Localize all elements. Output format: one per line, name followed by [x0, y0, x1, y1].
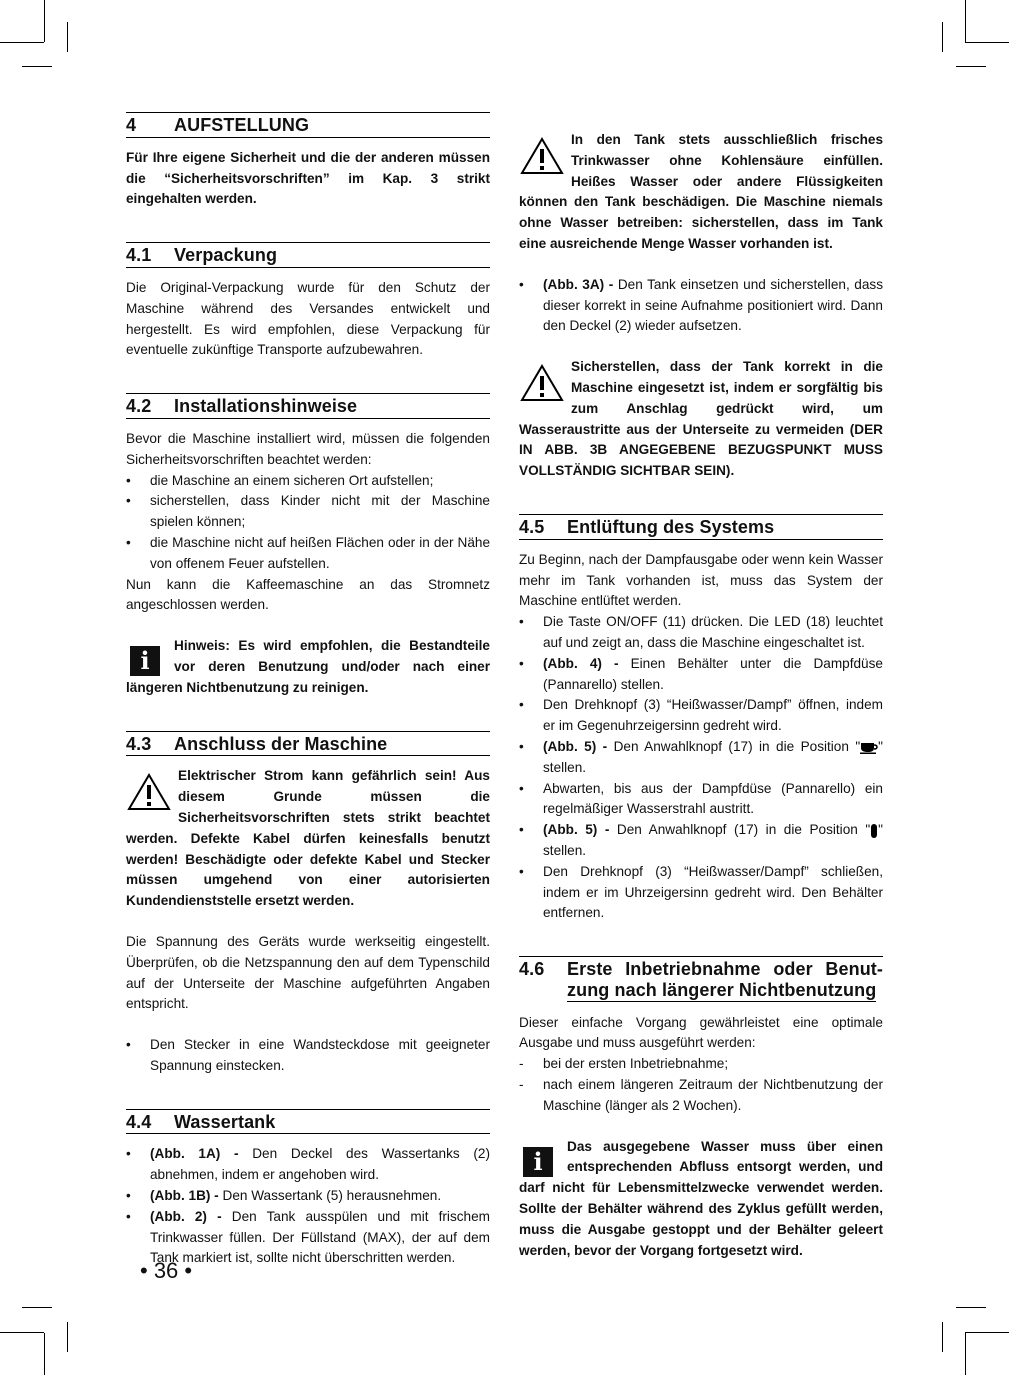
section-title: Wassertank	[174, 1111, 276, 1132]
warning-note	[126, 766, 490, 912]
list-item: • (Abb. 5) - Den Anwahlknopf (17) in die Position " " stellen.	[519, 738, 883, 775]
bullet-list	[126, 1035, 490, 1077]
section-4-3	[126, 731, 490, 1077]
warning-icon	[519, 363, 565, 403]
section-title: Verpackung	[174, 245, 278, 266]
section-heading	[519, 514, 883, 540]
right-column	[519, 130, 883, 1261]
section-heading	[519, 956, 883, 1003]
paragraph: Die Spannung des Geräts wurde werkseitig eingestellt. Überprüfen, ob die Netzspannung den auf dem Typenschild auf der Unterseite der Maschine aufgeführten Angaben entspricht.	[126, 933, 490, 1012]
bullet-list	[519, 612, 883, 924]
crop-mark	[44, 0, 45, 42]
crop-mark	[22, 66, 52, 67]
crop-mark	[965, 1333, 966, 1375]
dash-list	[519, 1054, 883, 1116]
warning-text: In den Tank stets ausschließlich frisches Trinkwasser ohne Kohlensäure einfüllen. Heißes Wasser oder andere Flüssigkeiten können den Tank beschädigen. Die Maschine niemals ohne Wasser betreiben: sicherstellen, dass im Tank eine ausreichende Menge Wasser vorhanden ist.	[519, 132, 883, 251]
paragraph: Zu Beginn, nach der Dampfausgabe oder wenn kein Wasser mehr im Tank vorhanden ist, muss das System der Maschine entlüftet werden.	[519, 551, 883, 609]
list-item: • Den Drehknopf (3) “Heißwasser/Dampf” öffnen, indem er im Gegenuhrzeigersinn gedreht wird.	[519, 697, 883, 734]
crop-mark	[67, 22, 68, 52]
warning-note	[519, 357, 883, 482]
info-note	[126, 636, 490, 698]
bullet-list	[126, 1144, 490, 1269]
list-item: • (Abb. 1A) - Den Deckel des Wassertanks (2) abnehmen, indem er angehoben wird.	[126, 1146, 491, 1183]
section-heading	[126, 1109, 490, 1135]
note-text: Das ausgegebene Wasser muss über einen entsprechenden Abfluss entsorgt werden, und darf nicht für Lebensmittelzwecke verwendet werden. Sollte der Behälter während des Zyklus gefüllt werden, muss die Ausgabe gestoppt und der Behälter geleert werden, bevor der Vorgang fortgesetzt wird.	[519, 1138, 883, 1258]
bullet-list	[126, 471, 490, 575]
list-item: • sicherstellen, dass Kinder nicht mit der Maschine spielen können;	[126, 493, 490, 530]
section-4-4	[126, 1109, 490, 1270]
section-4	[126, 112, 490, 210]
info-icon: i	[130, 646, 160, 676]
section-title: Anschluss der Maschine	[174, 733, 388, 754]
list-item: • (Abb. 4) - Einen Behälter unter die Dampfdüse (Pannarello) stellen.	[519, 655, 883, 692]
warning-text: Sicherstellen, dass der Tank korrekt in die Maschine eingesetzt ist, indem er sorgfältig bis zum Anschlag gedrückt wird, um Wasseraustritte aus der Unterseite zu vermeiden (DER IN ABB. 3B ANGEGEBENE BEZUGSPUNKT MUSS VOLLSTÄNDIG SICHTBAR SEIN).	[519, 359, 883, 479]
info-icon: i	[523, 1147, 553, 1177]
section-4-1	[126, 242, 490, 361]
crop-mark	[0, 1332, 44, 1333]
intro-text: Für Ihre eigene Sicherheit und die der anderen müssen die “Sicherheitsvorschriften” im Kap. 3 strikt eingehalten werden.	[126, 149, 490, 207]
list-item: • Abwarten, bis aus der Dampfdüse (Pannarello) ein regelmäßiger Wasserstrahl austritt.	[519, 780, 883, 817]
warning-note	[519, 130, 883, 255]
left-column	[126, 112, 490, 1269]
section-title: Installationshinweise	[174, 396, 358, 417]
paragraph: Dieser einfache Vorgang gewährleistet eine optimale Ausgabe und muss ausgeführt werden:	[519, 1014, 883, 1051]
warning-text: Elektrischer Strom kann gefährlich sein! Aus diesem Grunde müssen die Sicherheitsvorschriften stets strikt beachtet werden. Defekte Kabel dürfen keinesfalls benutzt werden! Beschädigte oder defekte Kabel und Stecker müssen umgehend von einer autorisierten Kundendienststelle ersetzt werden.	[126, 768, 490, 909]
section-title: Entlüftung des Systems	[567, 516, 775, 537]
crop-mark	[956, 1307, 986, 1308]
paragraph: Nun kann die Kaffeemaschine an das Stromnetz angeschlossen werden.	[126, 576, 490, 613]
list-item: • Den Drehknopf (3) “Heißwasser/Dampf” schließen, indem er im Uhrzeigersinn gedreht wird. Den Behälter entfernen.	[519, 863, 883, 921]
paragraph: Die Original-Verpackung wurde für den Schutz der Maschine während des Versandes entwickelt und hergestellt. Es wird empfohlen, diese Verpackung für eventuelle zukünftige Transporte aufzubewahren.	[126, 279, 490, 358]
list-item: • Die Taste ON/OFF (11) drücken. Die LED (18) leuchtet auf und zeigt an, dass die Maschine eingeschaltet ist.	[519, 614, 883, 650]
list-item: • (Abb. 3A) - Den Tank einsetzen und sicherstellen, dass dieser korrekt in seine Aufnahme positioniert wird. Dann den Deckel (2) wieder aufsetzen.	[519, 276, 883, 334]
section-title: Erste Inbetriebnahme oder Benut-	[567, 959, 883, 980]
crop-mark	[965, 0, 966, 42]
section-number: 4.1	[126, 245, 152, 266]
off-position-icon	[870, 824, 878, 838]
section-4-2	[126, 393, 490, 698]
section-heading	[126, 393, 490, 419]
crop-mark	[22, 1307, 52, 1308]
list-item: - nach einem längeren Zeitraum der Nichtbenutzung der Maschine (länger als 2 Wochen).	[519, 1077, 883, 1113]
section-heading	[126, 242, 490, 268]
note-text: Hinweis: Es wird empfohlen, die Bestandteile vor deren Benutzung und/oder nach einer längeren Nichtbenutzung zu reinigen.	[126, 638, 490, 695]
warning-icon	[519, 136, 565, 176]
section-number: 4.4	[126, 1111, 152, 1132]
section-title: zung nach längerer Nichtbenutzung	[567, 979, 877, 1000]
crop-mark	[965, 42, 1009, 43]
list-item: • (Abb. 2) - Den Tank ausspülen und mit frischem Trinkwasser füllen. Der Füllstand (MAX), der auf dem Tank markiert ist, sollte nicht überschritten werden.	[126, 1208, 490, 1266]
list-item: • (Abb. 1B) - Den Wassertank (5) herausnehmen.	[126, 1188, 442, 1204]
section-4-6	[519, 956, 883, 1261]
list-item: • (Abb. 5) - Den Anwahlknopf (17) in die Position " " stellen.	[519, 822, 883, 858]
paragraph: Bevor die Maschine installiert wird, müssen die folgenden Sicherheitsvorschriften beachtet werden:	[126, 430, 490, 467]
crop-mark	[67, 1322, 68, 1352]
crop-mark	[942, 1322, 943, 1352]
crop-mark	[956, 66, 986, 67]
page-number: • 36 •	[140, 1258, 193, 1283]
section-number: 4.2	[126, 396, 152, 417]
section-title: AUFSTELLUNG	[174, 115, 310, 135]
bullet-list	[519, 275, 883, 337]
list-item: • die Maschine nicht auf heißen Flächen oder in der Nähe von offenem Feuer aufstellen.	[126, 534, 490, 571]
section-4-5	[519, 514, 883, 924]
crop-mark	[965, 1332, 1009, 1333]
section-heading	[126, 731, 490, 757]
list-item: • die Maschine an einem sicheren Ort aufstellen;	[126, 472, 434, 488]
section-number: 4.3	[126, 733, 152, 754]
section-number: 4	[126, 115, 137, 135]
section-number: 4.6	[519, 959, 545, 980]
crop-mark	[942, 22, 943, 52]
warning-icon	[126, 772, 172, 812]
list-item: - bei der ersten Inbetriebnahme;	[519, 1056, 729, 1072]
info-note	[519, 1137, 883, 1262]
section-number: 4.5	[519, 516, 545, 537]
steam-cup-icon	[860, 740, 878, 754]
crop-mark	[0, 42, 44, 43]
list-item: • Den Stecker in eine Wandsteckdose mit geeigneter Spannung einstecken.	[126, 1037, 490, 1073]
section-heading	[126, 112, 490, 138]
crop-mark	[44, 1333, 45, 1375]
